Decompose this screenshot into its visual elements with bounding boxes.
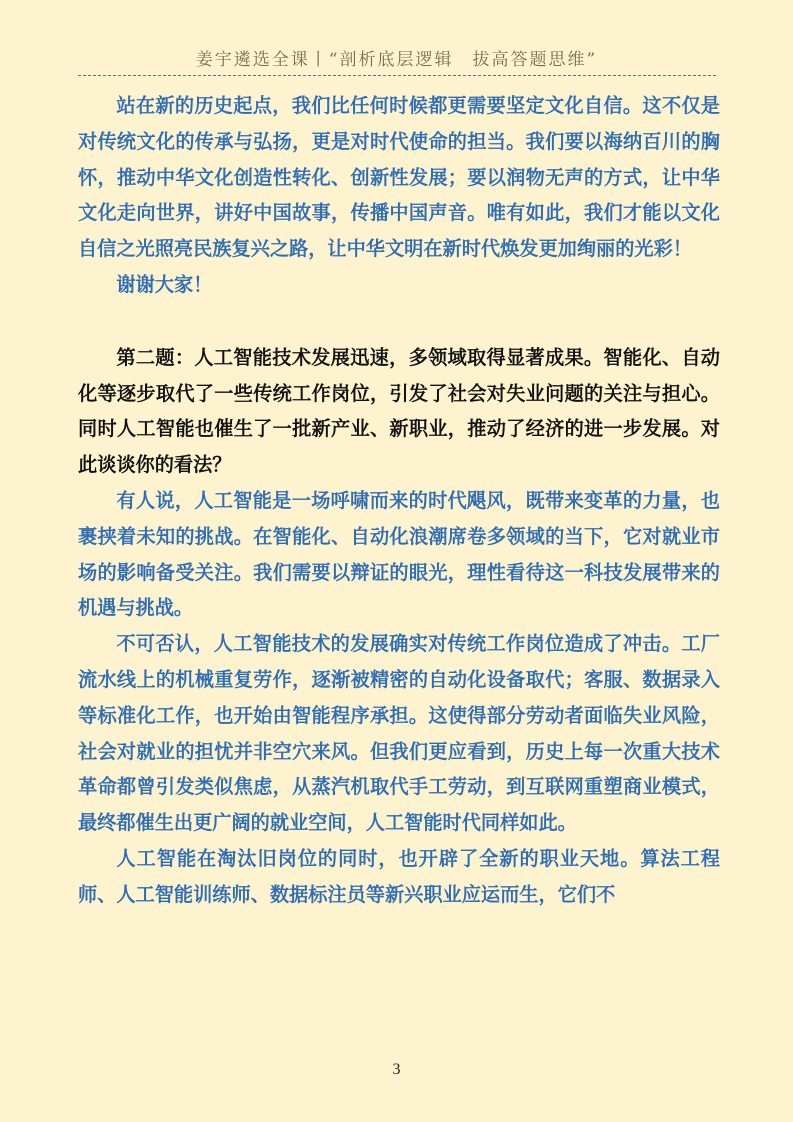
paragraph-ai-impact: 不可否认，人工智能技术的发展确实对传统工作岗位造成了冲击。工厂流水线上的机械重复劳作，逐渐被精密的自动化设备取代；客服、数据录入等标准化工作，也开始由智能程序承担。这使得部分劳动者面临失业风险，社会对就业的担忧并非空穴来风。但我们更应看到，历史上每一次重大技术革命都曾引发类似焦虑，从蒸汽机取代手工劳动，到互联网重塑商业模式，最终都催生出更广阔的就业空间，人工智能时代同样如此。 [78,632,720,835]
header-divider [78,75,716,76]
paragraph-ai-new-jobs: 人工智能在淘汰旧岗位的同时，也开辟了全新的职业天地。算法工程师、人工智能训练师、数据标注员等新兴职业应运而生，它们不 [78,846,720,906]
question-two: 第二题：人工智能技术发展迅速，多领域取得显著成果。智能化、自动化等逐步取代了一些传统工作岗位，引发了社会对失业问题的关注与担心。同时人工智能也催生了一批新产业、新职业，推动了经济的进一步发展。对此谈谈你的看法？ [78,345,720,477]
page-header: 姜宇遴选全课丨“剖析底层逻辑 拔高答题思维” [195,50,598,70]
paragraph-cultural-confidence: 站在新的历史起点，我们比任何时候都更需要坚定文化自信。这不仅是对传统文化的传承与弘扬，更是对时代使命的担当。我们要以海纳百川的胸怀，推动中华文化创造性转化、创新性发展；要以润物无声的方式，让中华文化走向世界，讲好中国故事，传播中国声音。唯有如此，我们才能以文化自信之光照亮民族复兴之路，让中华文明在新时代焕发更加绚丽的光彩！ [78,94,720,261]
paragraph-ai-intro: 有人说，人工智能是一场呼啸而来的时代飓风，既带来变革的力量，也裹挟着未知的挑战。在智能化、自动化浪潮席卷多领域的当下，它对就业市场的影响备受关注。我们需要以辩证的眼光，理性看待这一科技发展带来的机遇与挑战。 [78,488,720,620]
section-gap [78,303,720,340]
document-body [78,88,720,913]
paragraph-thanks: 谢谢大家！ [116,272,213,296]
page-number: 3 [392,1061,401,1078]
